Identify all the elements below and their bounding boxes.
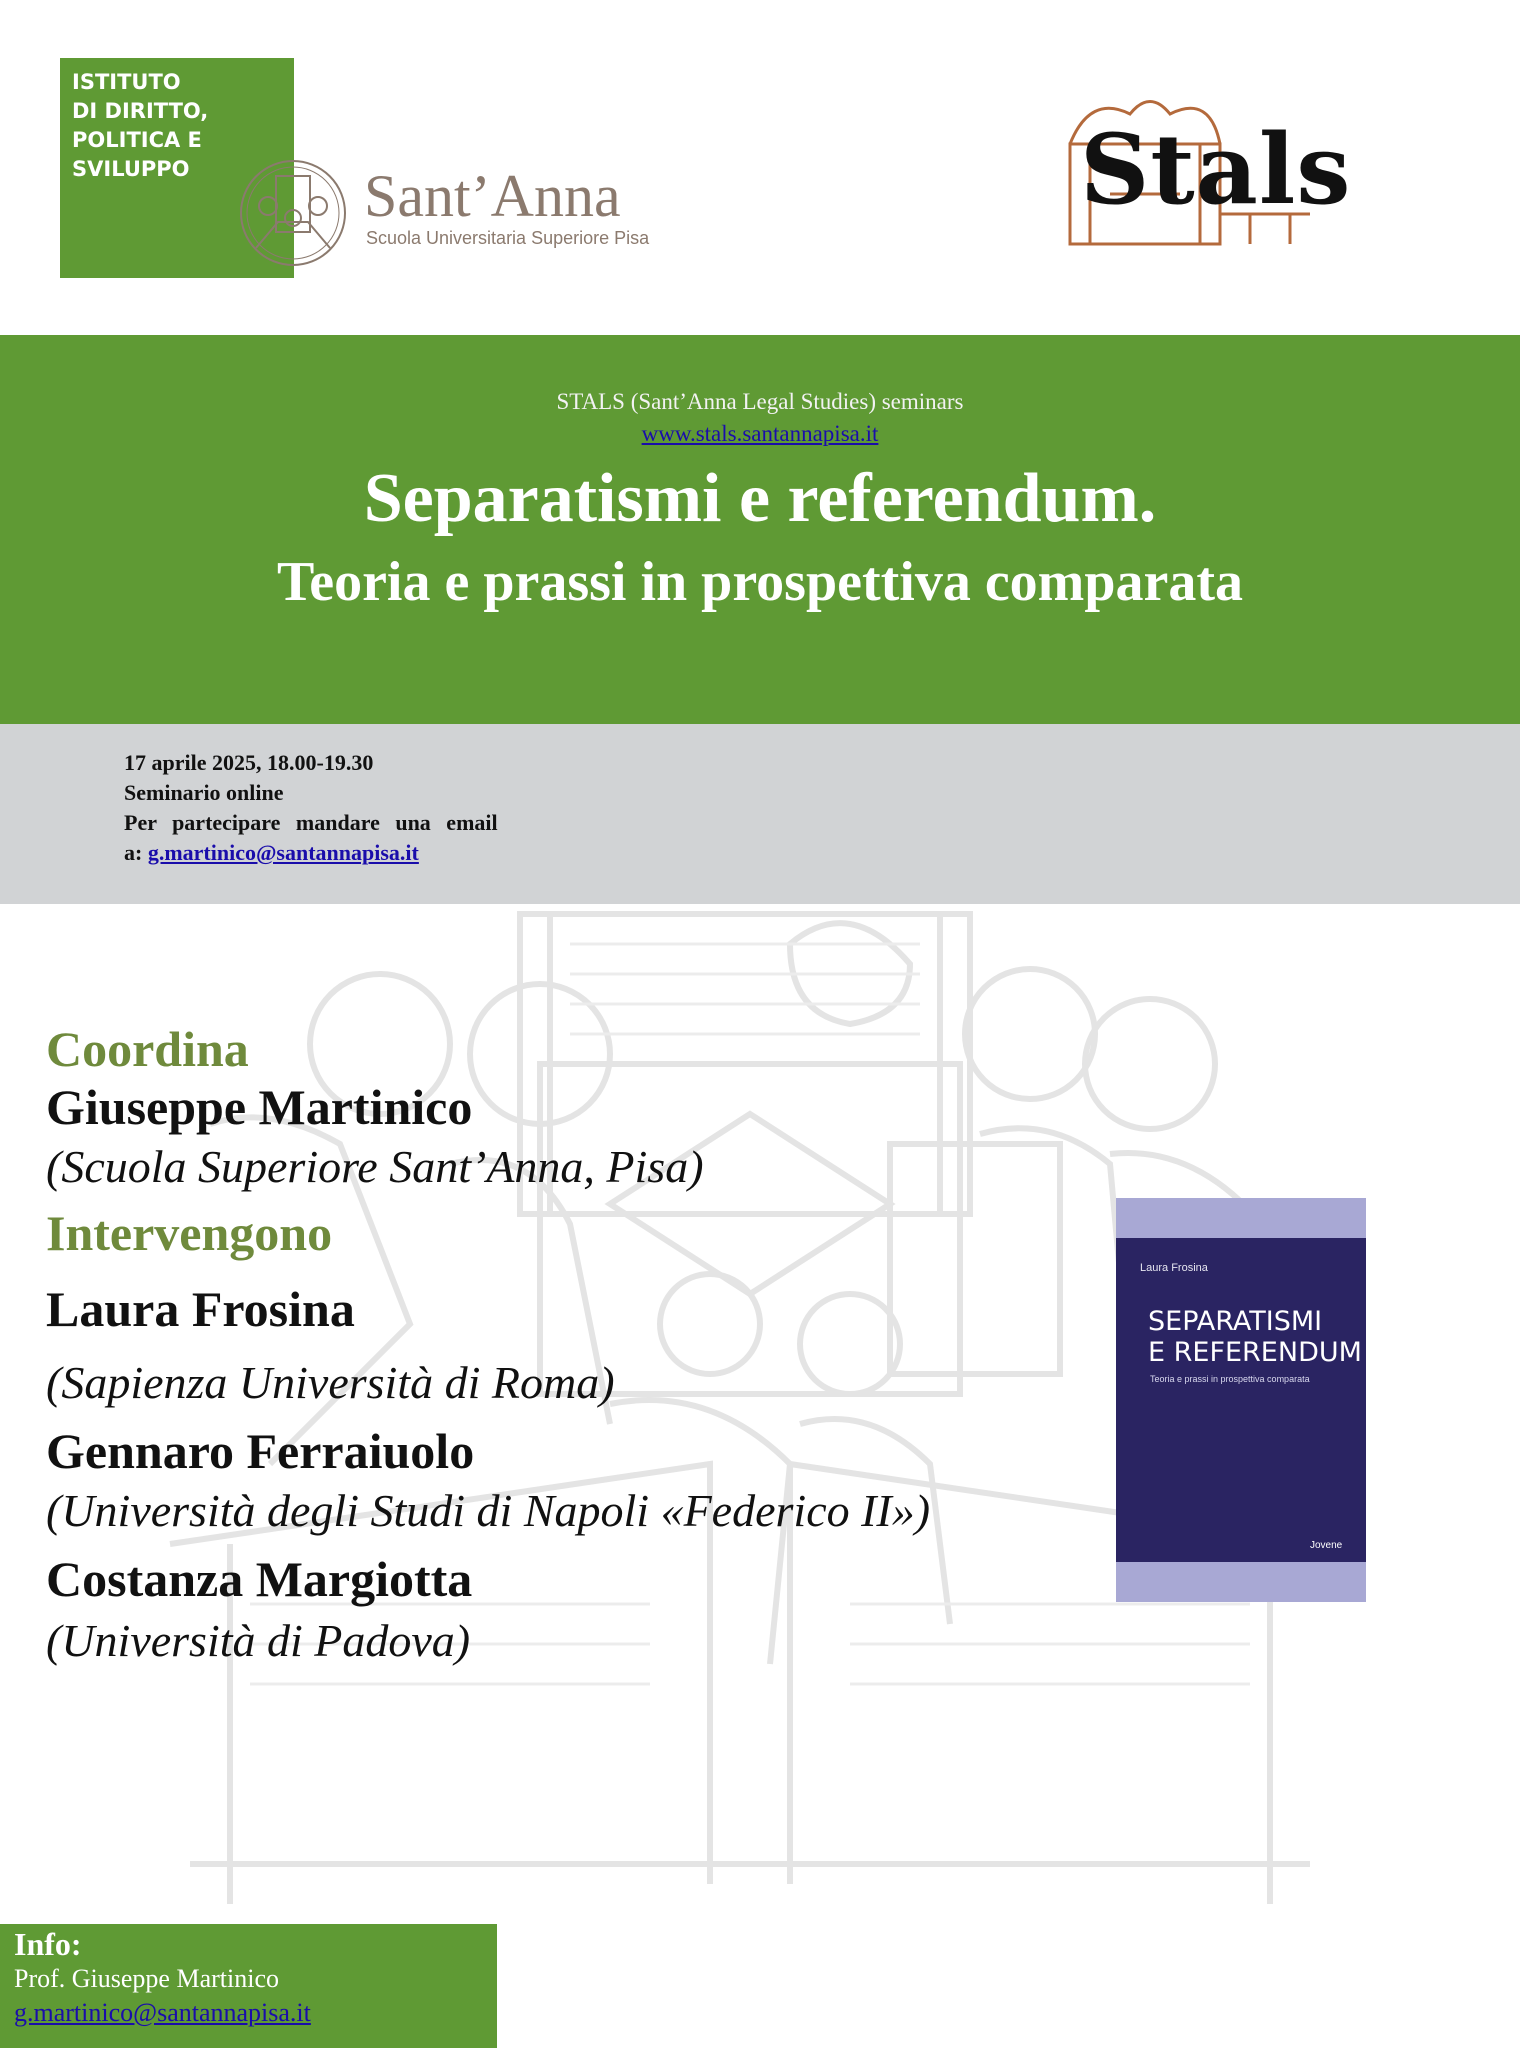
email-prefix: a:	[124, 840, 143, 865]
event-date-time: 17 aprile 2025, 18.00-19.30	[124, 750, 374, 775]
speaker-affiliation: (Università degli Studi di Napoli «Federico II»)	[46, 1485, 931, 1536]
book-subtitle: Teoria e prassi in prospettiva comparata	[1150, 1374, 1310, 1384]
speaker-name: Laura Frosina	[46, 1281, 355, 1337]
website-link[interactable]: www.stals.santannapisa.it	[641, 421, 879, 446]
info-title: Info:	[14, 1926, 82, 1962]
info-box	[0, 1924, 497, 2048]
event-format: Seminario online	[124, 780, 284, 805]
book-top-band	[1116, 1198, 1366, 1238]
info-email-link[interactable]: g.martinico@santannapisa.it	[14, 1998, 311, 2027]
coordinator-label: Coordina	[46, 1021, 249, 1077]
book-title-line: SEPARATISMI	[1148, 1306, 1323, 1337]
coordinator-affiliation: (Scuola Superiore Sant’Anna, Pisa)	[46, 1141, 704, 1192]
event-title: Separatismi e referendum.	[363, 460, 1157, 537]
institute-line: POLITICA E	[72, 128, 202, 152]
book-title-line: E REFERENDUM	[1148, 1337, 1362, 1368]
school-name: Sant’Anna	[364, 163, 621, 229]
email-link[interactable]: g.martinico@santannapisa.it	[147, 840, 419, 865]
event-details	[124, 748, 498, 868]
coordinator-name: Giuseppe Martinico	[46, 1079, 473, 1135]
speaker-affiliation: (Università di Padova)	[46, 1615, 471, 1666]
speaker-affiliation: (Sapienza Università di Roma)	[46, 1357, 615, 1408]
email-line	[124, 838, 498, 868]
participate-text: Per partecipare mandare una email	[124, 810, 498, 835]
title-banner	[0, 335, 1520, 724]
speaker-name: Costanza Margiotta	[46, 1551, 473, 1607]
event-subtitle: Teoria e prassi in prospettiva comparata	[277, 551, 1243, 613]
website-line	[0, 421, 1520, 447]
book-title	[1148, 1306, 1362, 1368]
institute-line: SVILUPPO	[72, 157, 190, 181]
book-cover	[1116, 1198, 1366, 1602]
speakers-label: Intervengono	[46, 1205, 333, 1261]
santanna-seal-icon	[238, 158, 348, 268]
stals-logo-text: Stals	[1080, 113, 1352, 226]
speakers-section	[46, 1021, 931, 1678]
school-subtitle: Scuola Universitaria Superiore Pisa	[366, 228, 650, 248]
info-email-line	[14, 1996, 483, 2030]
seminar-series: STALS (Sant’Anna Legal Studies) seminars	[556, 389, 964, 414]
institute-line: ISTITUTO	[72, 70, 181, 94]
book-bottom-band	[1116, 1562, 1366, 1602]
info-contact-name: Prof. Giuseppe Martinico	[14, 1964, 280, 1993]
event-details-band	[0, 724, 1520, 904]
institute-line: DI DIRITTO,	[72, 99, 209, 123]
speaker-name: Gennaro Ferraiuolo	[46, 1423, 475, 1479]
book-author: Laura Frosina	[1140, 1262, 1208, 1274]
book-publisher: Jovene	[1310, 1540, 1343, 1551]
